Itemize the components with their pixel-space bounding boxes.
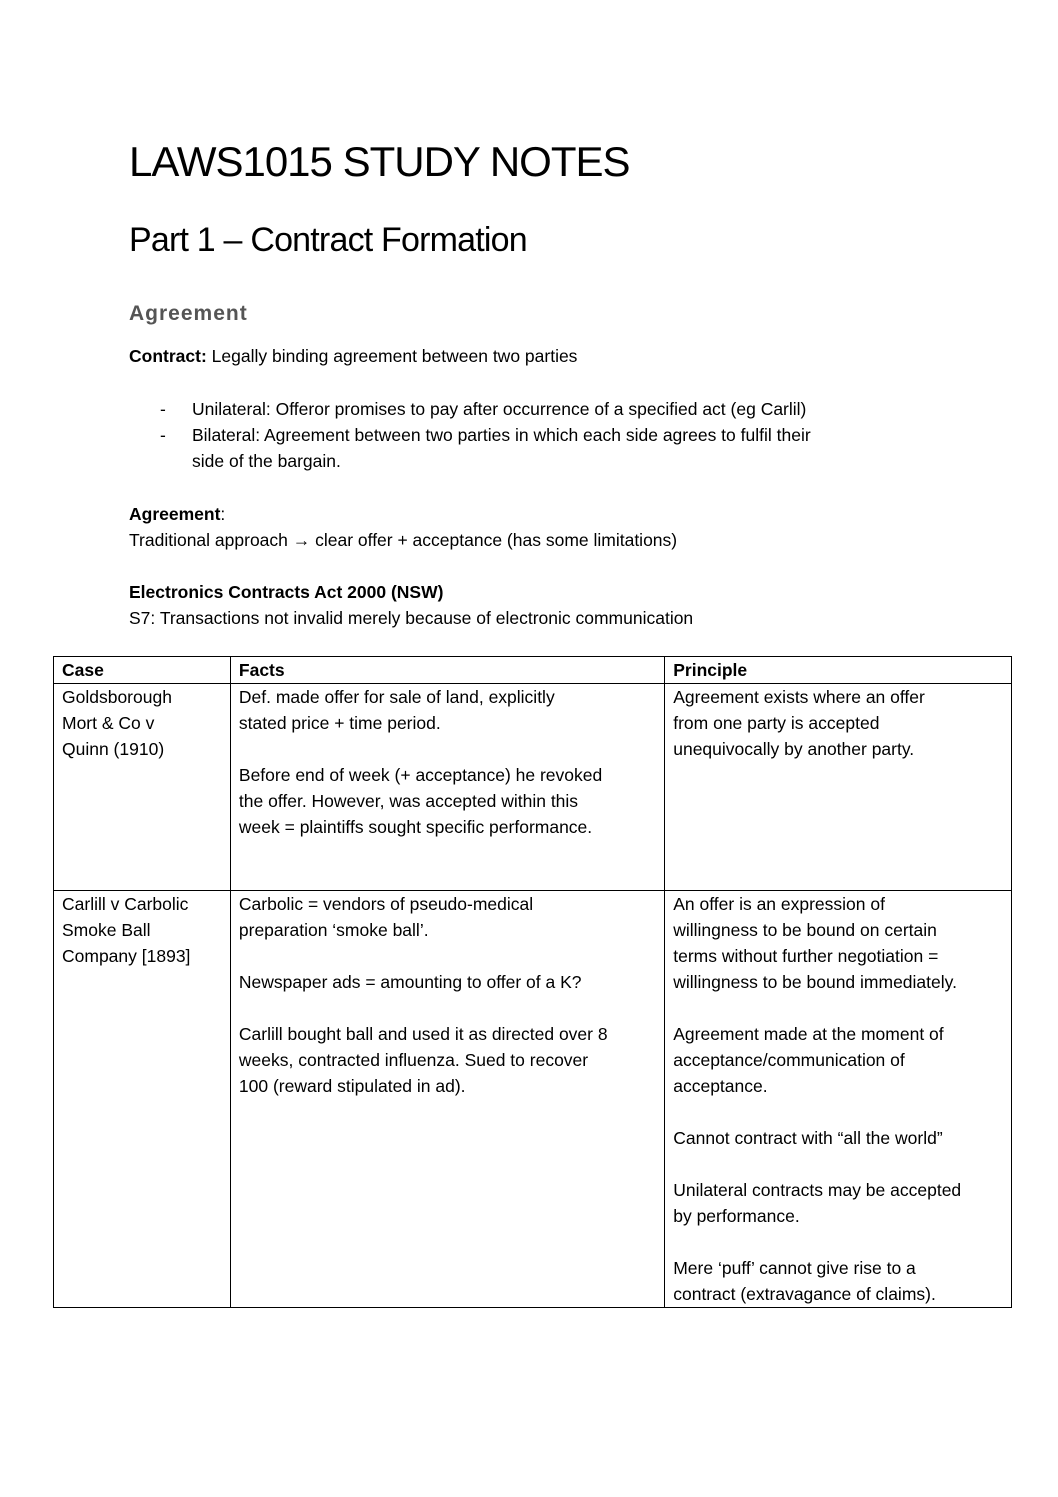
case-line: Quinn (1910) xyxy=(62,739,165,759)
list-item-bilateral xyxy=(160,422,920,474)
text-line: Cannot contract with “all the world” xyxy=(673,1128,943,1148)
principle-paragraph xyxy=(673,891,1003,995)
section-title: Agreement xyxy=(129,302,248,325)
text-line: stated price + time period. xyxy=(238,713,441,733)
case-cell xyxy=(54,684,231,891)
column-header-facts: Facts xyxy=(230,657,664,684)
act-heading: Electronics Contracts Act 2000 (NSW) xyxy=(129,582,444,602)
principle-paragraph xyxy=(673,1177,1003,1229)
table-header-row xyxy=(54,657,1012,684)
text-line: acceptance. xyxy=(673,1076,768,1096)
text-line: willingness to be bound immediately. xyxy=(673,972,957,992)
facts-cell xyxy=(230,684,664,891)
facts-paragraph xyxy=(239,1021,656,1099)
part-title: Part 1 – Contract Formation xyxy=(129,221,527,259)
principle-cell xyxy=(665,891,1012,1308)
principle-paragraph xyxy=(673,1255,1003,1307)
dash-bullet: - xyxy=(160,425,166,445)
text-line: Newspaper ads = amounting to offer of a K? xyxy=(238,972,582,992)
column-header-case: Case xyxy=(54,657,231,684)
text-line: Agreement exists where an offer xyxy=(673,687,925,707)
text-line: terms without further negotiation = xyxy=(673,946,939,966)
text-line: Def. made offer for sale of land, explicitly xyxy=(238,687,555,707)
case-line: Goldsborough xyxy=(62,687,172,707)
case-table xyxy=(53,656,1012,1308)
case-line: Mort & Co v xyxy=(62,713,155,733)
table-row xyxy=(54,891,1012,1308)
document-title: LAWS1015 STUDY NOTES xyxy=(129,138,630,185)
facts-paragraph xyxy=(239,969,656,995)
text-line: weeks, contracted influenza. Sued to recover xyxy=(238,1050,589,1070)
text-line: 100 (reward stipulated in ad). xyxy=(238,1076,466,1096)
text-line: An offer is an expression of xyxy=(673,894,885,914)
text-line: Before end of week (+ acceptance) he revoked xyxy=(238,765,603,785)
text-line: Carbolic = vendors of pseudo-medical xyxy=(238,894,534,914)
list-item-text: Bilateral: Agreement between two parties in which each side agrees to fulfil their xyxy=(192,425,811,445)
text-line: the offer. However, was accepted within this xyxy=(238,791,579,811)
act-text: S7: Transactions not invalid merely because of electronic communication xyxy=(129,608,694,628)
text-line: Agreement made at the moment of xyxy=(673,1024,944,1044)
principle-cell xyxy=(665,684,1012,891)
column-header-principle: Principle xyxy=(665,657,1012,684)
text-line: Unilateral contracts may be accepted xyxy=(673,1180,962,1200)
case-line: Smoke Ball xyxy=(62,920,151,940)
list-item-text: Unilateral: Offeror promises to pay after occurrence of a specified act (eg Carlil) xyxy=(192,399,807,419)
text-line: unequivocally by another party. xyxy=(673,739,915,759)
agreement-label: Agreement xyxy=(129,504,221,524)
case-line: Carlill v Carbolic xyxy=(62,894,189,914)
text-line: Carlill bought ball and used it as directed over 8 xyxy=(238,1024,608,1044)
agreement-heading xyxy=(129,501,225,527)
principle-paragraph xyxy=(673,1125,1003,1151)
text-line: Mere ‘puff’ cannot give rise to a xyxy=(673,1258,916,1278)
agreement-colon: : xyxy=(220,504,226,524)
table-row xyxy=(54,684,1012,891)
contract-text: Legally binding agreement between two parties xyxy=(206,346,578,366)
case-line: Company [1893] xyxy=(62,946,191,966)
facts-paragraph xyxy=(239,891,656,943)
text-line: from one party is accepted xyxy=(673,713,880,733)
facts-paragraph xyxy=(239,684,656,736)
text-line: contract (extravagance of claims). xyxy=(673,1284,936,1304)
contract-definition xyxy=(129,343,577,369)
agreement-text: Traditional approach → clear offer + acceptance (has some limitations) xyxy=(129,530,678,550)
facts-paragraph xyxy=(239,762,656,840)
list-item-text-continued: side of the bargain. xyxy=(192,451,341,471)
facts-cell xyxy=(230,891,664,1308)
text-line: willingness to be bound on certain xyxy=(673,920,937,940)
contract-label: Contract: xyxy=(129,346,207,366)
text-line: preparation ‘smoke ball’. xyxy=(238,920,429,940)
principle-paragraph xyxy=(673,684,1003,762)
text-line: by performance. xyxy=(673,1206,800,1226)
principle-paragraph xyxy=(673,1021,1003,1099)
text-line: acceptance/communication of xyxy=(673,1050,905,1070)
text-line: week = plaintiffs sought specific performance. xyxy=(238,817,593,837)
contract-types-list xyxy=(160,396,920,474)
case-cell xyxy=(54,891,231,1308)
list-item-unilateral xyxy=(160,396,920,422)
dash-bullet: - xyxy=(160,399,166,419)
